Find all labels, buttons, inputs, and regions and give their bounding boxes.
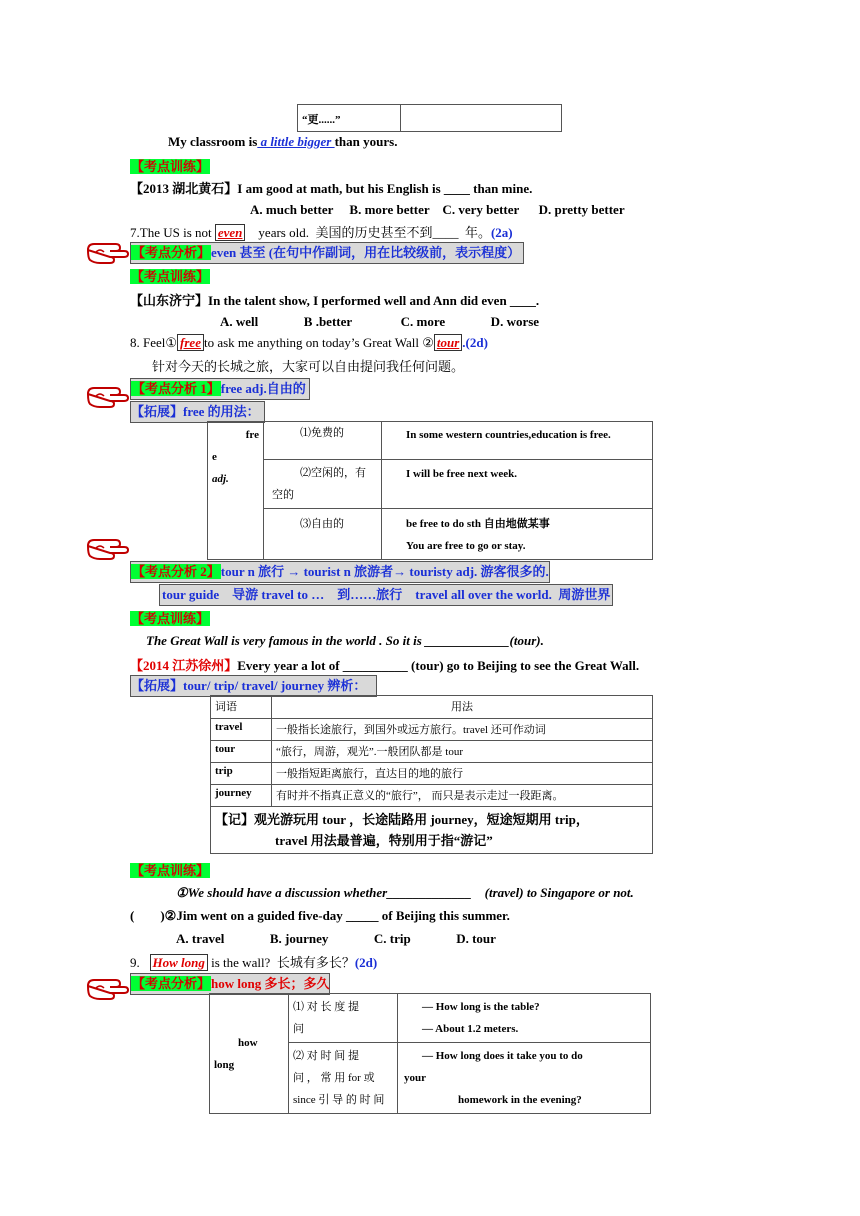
travel-head-usage: 用法 bbox=[272, 696, 653, 719]
free-example-3a: be free to do sth 自由地做某事 bbox=[406, 518, 550, 530]
free-head-c: adj. bbox=[212, 473, 229, 485]
question-text: In the talent show, I performed well and Ann did even ____. bbox=[208, 293, 540, 308]
item9-tag: (2d) bbox=[354, 955, 378, 970]
travel-exercise-2 bbox=[130, 908, 510, 924]
training-label: 【考点训练】 bbox=[131, 611, 210, 626]
training-label: 【考点训练】 bbox=[131, 863, 210, 878]
travel-usage-1: 一般指长途旅行，到国外或远方旅行。travel 还可作动词 bbox=[272, 719, 653, 741]
top-table-cell: “更......” bbox=[298, 105, 401, 132]
analysis-7 bbox=[130, 242, 524, 264]
how-long-head-b: long bbox=[214, 1058, 235, 1071]
item9-boxed-word: How long bbox=[150, 954, 208, 971]
travel-head-word: 词语 bbox=[211, 696, 272, 719]
free-head-a: fre bbox=[245, 429, 259, 441]
training-tag-2 bbox=[130, 266, 210, 285]
analysis-9 bbox=[130, 973, 330, 995]
free-meaning-3: ⑶自由的 bbox=[264, 509, 382, 560]
extension-free: 【拓展】free 的用法： bbox=[130, 401, 265, 423]
analysis-label: 【考点分析】 bbox=[132, 976, 211, 991]
question-2014 bbox=[130, 655, 639, 674]
question-text: I am good at math, but his English is ____ than mine. bbox=[237, 181, 533, 196]
question-source: 【2014 江苏徐州】 bbox=[130, 658, 238, 673]
free-table-head bbox=[208, 422, 264, 560]
item7-prefix: 7.The US is not bbox=[130, 225, 215, 240]
question-text: Every year a lot of __________ (tour) go to Beijing to see the Great Wall. bbox=[237, 658, 640, 673]
free-example-1: In some western countries,education is free. bbox=[382, 422, 653, 460]
great-wall-exercise: The Great Wall is very famous in the world . So it is _____________(tour). bbox=[146, 633, 544, 648]
training-tag-3 bbox=[130, 608, 210, 627]
how-long-usage-2 bbox=[289, 1043, 398, 1114]
answer-paren: ( ) bbox=[130, 908, 165, 923]
item8-boxed-free: free bbox=[177, 334, 204, 351]
free-meaning-2b: 空的 bbox=[272, 489, 294, 501]
how-long-usage-1 bbox=[289, 994, 398, 1043]
example-prefix: My classroom is bbox=[168, 134, 258, 149]
analysis-label: 【考点分析 2】 bbox=[132, 564, 220, 579]
example-sentence-1 bbox=[168, 134, 397, 150]
travel-word-3: trip bbox=[211, 763, 272, 785]
travel-comparison-table bbox=[210, 695, 653, 854]
travel-usage-3: 一般指短距离旅行，直达目的地的旅行 bbox=[272, 763, 653, 785]
free-head-b: e bbox=[212, 451, 217, 463]
travel-usage-2: “旅行，周游，观光”.一般团队都是 tour bbox=[272, 741, 653, 763]
top-table bbox=[297, 104, 562, 132]
free-meaning-1: ⑴免费的 bbox=[264, 422, 382, 460]
item9-suffix: is the wall? 长城有多长？ bbox=[207, 955, 355, 970]
item8-translation: 针对今天的长城之旅，大家可以自由提问我任何问题。 bbox=[152, 359, 465, 374]
free-example-3 bbox=[382, 509, 653, 560]
travel-note bbox=[211, 807, 653, 854]
item8-tag: .(2d) bbox=[462, 335, 488, 350]
analysis-8-1 bbox=[130, 378, 310, 400]
item-9 bbox=[130, 952, 377, 971]
training-tag-4 bbox=[130, 860, 210, 879]
how-long-usage-2c: since 引 导 的 时 间 bbox=[293, 1094, 385, 1106]
analysis-8-2 bbox=[130, 561, 550, 583]
how-long-usage-2a: ⑵ 对 时 间 提 bbox=[293, 1050, 359, 1062]
question-source: 【2013 湖北黄石】 bbox=[130, 181, 238, 196]
pointing-hand-icon bbox=[86, 536, 130, 564]
travel-note-b: travel 用法最普遍，特别用于指“游记” bbox=[275, 833, 493, 848]
how-long-head-a: how bbox=[238, 1036, 258, 1049]
analysis-label: 【考点分析】 bbox=[132, 245, 211, 260]
item8-mid: to ask me anything on today’s Great Wall ② bbox=[203, 335, 434, 350]
question-2013-options: A. much better B. more better C. very better D. pretty better bbox=[250, 202, 625, 217]
free-example-2: I will be free next week. bbox=[382, 460, 653, 509]
item-7 bbox=[130, 222, 513, 241]
travel-note-a: 【记】观光游玩用 tour ，长途陆路用 journey，短途短期用 trip， bbox=[215, 812, 589, 827]
question-2013 bbox=[130, 178, 532, 197]
example-highlight: a little bigger bbox=[257, 134, 335, 149]
free-meaning-2a: ⑵空闲的，有 bbox=[300, 467, 366, 479]
tour-guide-line: tour guide 导游 travel to … 到……旅行 travel all over the world. 周游世界 bbox=[159, 584, 613, 606]
how-long-example-1 bbox=[398, 994, 651, 1043]
item9-prefix: 9. bbox=[130, 955, 150, 970]
item8-boxed-tour: tour bbox=[434, 334, 462, 351]
how-long-usage-1b: 问 bbox=[293, 1023, 304, 1035]
example-suffix: than yours. bbox=[334, 134, 398, 149]
how-long-example-2b: your bbox=[404, 1072, 426, 1084]
analysis-text: how long 多长；多久 bbox=[211, 976, 330, 991]
question-shandong-options: A. well B .better C. more D. worse bbox=[220, 314, 540, 329]
travel-exercise-1: ①We should have a discussion whether_____________ (travel) to Singapore or not. bbox=[176, 885, 634, 900]
item8-prefix: 8. Feel① bbox=[130, 335, 178, 350]
free-meaning-2 bbox=[264, 460, 382, 509]
travel-word-1: travel bbox=[211, 719, 272, 741]
travel-exercise-options: A. travel B. journey C. trip D. tour bbox=[176, 931, 496, 946]
question-source: 【山东济宁】 bbox=[130, 293, 209, 308]
analysis-label: 【考点分析 1】 bbox=[132, 381, 220, 396]
free-example-3b: You are free to go or stay. bbox=[406, 540, 526, 552]
free-usage-table bbox=[207, 421, 653, 560]
training-label: 【考点训练】 bbox=[131, 269, 210, 284]
item7-suffix: years old. 美国的历史甚至不到____ 年。 bbox=[245, 225, 491, 240]
item7-boxed-word: even bbox=[215, 224, 246, 241]
analysis-text: even 甚至 (在句中作副词，用在比较级前，表示程度） bbox=[211, 245, 521, 260]
how-long-table bbox=[209, 993, 651, 1114]
travel-word-2: tour bbox=[211, 741, 272, 763]
how-long-head bbox=[210, 994, 289, 1114]
pointing-hand-icon bbox=[86, 240, 130, 268]
how-long-example-2c: homework in the evening? bbox=[458, 1094, 582, 1106]
training-tag-1 bbox=[130, 156, 210, 175]
extension-travel: 【拓展】tour/ trip/ travel/ journey 辨析： bbox=[130, 675, 377, 697]
analysis-text: free adj.自由的 bbox=[220, 381, 306, 396]
how-long-example-1a: — How long is the table? bbox=[422, 1001, 540, 1013]
item-8 bbox=[130, 335, 488, 351]
travel-usage-4: 有时并不指真正意义的“旅行”， 而只是表示走过一段距离。 bbox=[272, 785, 653, 807]
training-label: 【考点训练】 bbox=[131, 159, 210, 174]
how-long-example-1b: — About 1.2 meters. bbox=[422, 1023, 519, 1035]
item7-tag: (2a) bbox=[490, 225, 513, 240]
pointing-hand-icon bbox=[86, 384, 130, 412]
how-long-usage-2b: 问 ， 常 用 for 或 bbox=[293, 1072, 375, 1084]
travel-word-4: journey bbox=[211, 785, 272, 807]
how-long-usage-1a: ⑴ 对 长 度 提 bbox=[293, 1001, 359, 1013]
exercise-text: ②Jim went on a guided five-day _____ of Beijing this summer. bbox=[164, 908, 510, 923]
analysis-text: tour n 旅行 → tourist n 旅游者→ touristy adj. 游客很多的. bbox=[220, 564, 549, 579]
question-shandong bbox=[130, 290, 539, 309]
how-long-example-2 bbox=[398, 1043, 651, 1114]
pointing-hand-icon bbox=[86, 976, 130, 1004]
top-table-empty bbox=[401, 105, 562, 132]
how-long-example-2a: — How long does it take you to do bbox=[422, 1050, 583, 1062]
